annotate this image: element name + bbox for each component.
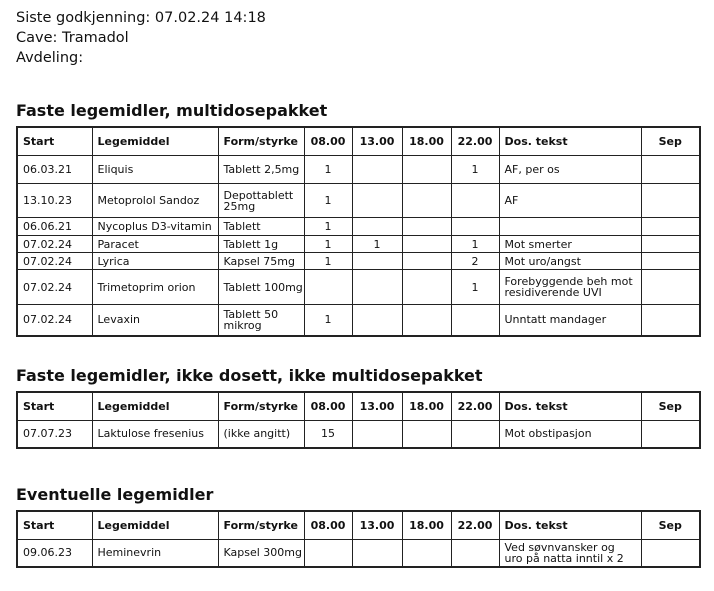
table-row (17, 218, 700, 236)
col-1300: 13.00 (352, 392, 402, 421)
cell-form: (ikke angitt) (218, 421, 304, 448)
col-2200: 22.00 (451, 511, 499, 540)
cell-0800: 1 (304, 253, 352, 270)
cell-2200 (451, 218, 499, 236)
table-header-row (17, 511, 700, 540)
cell-0800 (304, 540, 352, 567)
cell-drug: Heminevrin (92, 540, 218, 567)
cell-form: Kapsel 300mg (218, 540, 304, 567)
cell-drug: Lyrica (92, 253, 218, 270)
table-header-row (17, 127, 700, 156)
col-0800: 08.00 (304, 511, 352, 540)
cell-2200 (451, 540, 499, 567)
cell-dos: Mot uro/angst (499, 253, 641, 270)
col-sep: Sep (641, 511, 700, 540)
table-row (17, 540, 700, 567)
col-1800: 18.00 (402, 511, 451, 540)
cell-dos: Ved søvnvansker og uro på natta inntil x 2 (499, 540, 641, 567)
cell-form: Depottablett 25mg (218, 184, 304, 218)
cell-start: 07.02.24 (17, 270, 92, 305)
col-1300: 13.00 (352, 511, 402, 540)
cell-start: 07.02.24 (17, 236, 92, 253)
cell-1300 (352, 270, 402, 305)
department-line: Avdeling: (16, 50, 84, 66)
cell-0800: 1 (304, 236, 352, 253)
cell-form: Tablett 100mg (218, 270, 304, 305)
cell-drug: Paracet (92, 236, 218, 253)
cell-1800 (402, 236, 451, 253)
col-sep: Sep (641, 127, 700, 156)
cell-1800 (402, 218, 451, 236)
cell-dos: Unntatt mandager (499, 305, 641, 336)
cell-sep (641, 540, 700, 567)
cell-drug: Laktulose fresenius (92, 421, 218, 448)
cell-form: Tablett 1g (218, 236, 304, 253)
cell-1300 (352, 305, 402, 336)
col-1800: 18.00 (402, 127, 451, 156)
cell-1800 (402, 253, 451, 270)
cell-dos: AF, per os (499, 156, 641, 184)
cell-1300 (352, 156, 402, 184)
cell-drug: Trimetoprim orion (92, 270, 218, 305)
col-drug: Legemiddel (92, 511, 218, 540)
table-row (17, 184, 700, 218)
table-row (17, 156, 700, 184)
col-0800: 08.00 (304, 392, 352, 421)
cell-1300 (352, 218, 402, 236)
col-start: Start (17, 511, 92, 540)
col-start: Start (17, 127, 92, 156)
cell-start: 06.03.21 (17, 156, 92, 184)
col-start: Start (17, 392, 92, 421)
table-row (17, 305, 700, 336)
cell-start: 06.06.21 (17, 218, 92, 236)
cell-1300 (352, 421, 402, 448)
col-0800: 08.00 (304, 127, 352, 156)
cell-drug: Eliquis (92, 156, 218, 184)
cell-drug: Levaxin (92, 305, 218, 336)
col-sep: Sep (641, 392, 700, 421)
cell-sep (641, 421, 700, 448)
cell-dos: Mot smerter (499, 236, 641, 253)
table-row (17, 270, 700, 305)
cell-start: 09.06.23 (17, 540, 92, 567)
col-2200: 22.00 (451, 392, 499, 421)
cell-2200: 1 (451, 236, 499, 253)
cell-2200 (451, 305, 499, 336)
cell-drug: Nycoplus D3-vitamin (92, 218, 218, 236)
cell-1300: 1 (352, 236, 402, 253)
table-as-needed (16, 510, 701, 568)
col-1300: 13.00 (352, 127, 402, 156)
cell-1300 (352, 540, 402, 567)
cell-0800: 1 (304, 156, 352, 184)
cell-sep (641, 305, 700, 336)
col-form: Form/styrke (218, 511, 304, 540)
col-dos: Dos. tekst (499, 511, 641, 540)
cell-dos: Mot obstipasjon (499, 421, 641, 448)
cell-sep (641, 218, 700, 236)
cell-form: Tablett 2,5mg (218, 156, 304, 184)
cell-sep (641, 184, 700, 218)
cell-start: 07.07.23 (17, 421, 92, 448)
cell-start: 13.10.23 (17, 184, 92, 218)
cell-1800 (402, 540, 451, 567)
section-title-as-needed: Eventuelle legemidler (16, 485, 214, 504)
cell-form: Tablett (218, 218, 304, 236)
cell-sep (641, 236, 700, 253)
cell-dos: Forebyggende beh mot residiverende UVI (499, 270, 641, 305)
col-form: Form/styrke (218, 392, 304, 421)
table-row (17, 236, 700, 253)
cell-form: Tablett 50 mikrog (218, 305, 304, 336)
table-header-row (17, 392, 700, 421)
cell-sep (641, 270, 700, 305)
col-drug: Legemiddel (92, 127, 218, 156)
cell-1800 (402, 270, 451, 305)
cell-drug: Metoprolol Sandoz (92, 184, 218, 218)
table-row (17, 253, 700, 270)
cell-start: 07.02.24 (17, 253, 92, 270)
col-dos: Dos. tekst (499, 392, 641, 421)
table-non-dosett (16, 391, 701, 449)
col-drug: Legemiddel (92, 392, 218, 421)
cell-2200 (451, 421, 499, 448)
cell-0800 (304, 270, 352, 305)
cell-2200: 1 (451, 156, 499, 184)
cell-dos (499, 218, 641, 236)
cell-1800 (402, 184, 451, 218)
cell-1300 (352, 184, 402, 218)
col-1800: 18.00 (402, 392, 451, 421)
cell-0800: 1 (304, 218, 352, 236)
cell-2200: 2 (451, 253, 499, 270)
cell-0800: 1 (304, 184, 352, 218)
cell-1300 (352, 253, 402, 270)
col-dos: Dos. tekst (499, 127, 641, 156)
cell-1800 (402, 156, 451, 184)
cell-start: 07.02.24 (17, 305, 92, 336)
cell-dos: AF (499, 184, 641, 218)
approval-line: Siste godkjenning: 07.02.24 14:18 (16, 10, 266, 26)
cave-line: Cave: Tramadol (16, 30, 129, 46)
cell-1800 (402, 421, 451, 448)
cell-2200: 1 (451, 270, 499, 305)
cell-2200 (451, 184, 499, 218)
col-form: Form/styrke (218, 127, 304, 156)
section-title-non-dosett: Faste legemidler, ikke dosett, ikke multidosepakket (16, 366, 483, 385)
table-multidose (16, 126, 701, 337)
col-2200: 22.00 (451, 127, 499, 156)
cell-form: Kapsel 75mg (218, 253, 304, 270)
table-row (17, 421, 700, 448)
cell-1800 (402, 305, 451, 336)
cell-sep (641, 253, 700, 270)
cell-0800: 1 (304, 305, 352, 336)
cell-sep (641, 156, 700, 184)
cell-0800: 15 (304, 421, 352, 448)
document-header (16, 8, 266, 68)
section-title-multidose: Faste legemidler, multidosepakket (16, 101, 328, 120)
